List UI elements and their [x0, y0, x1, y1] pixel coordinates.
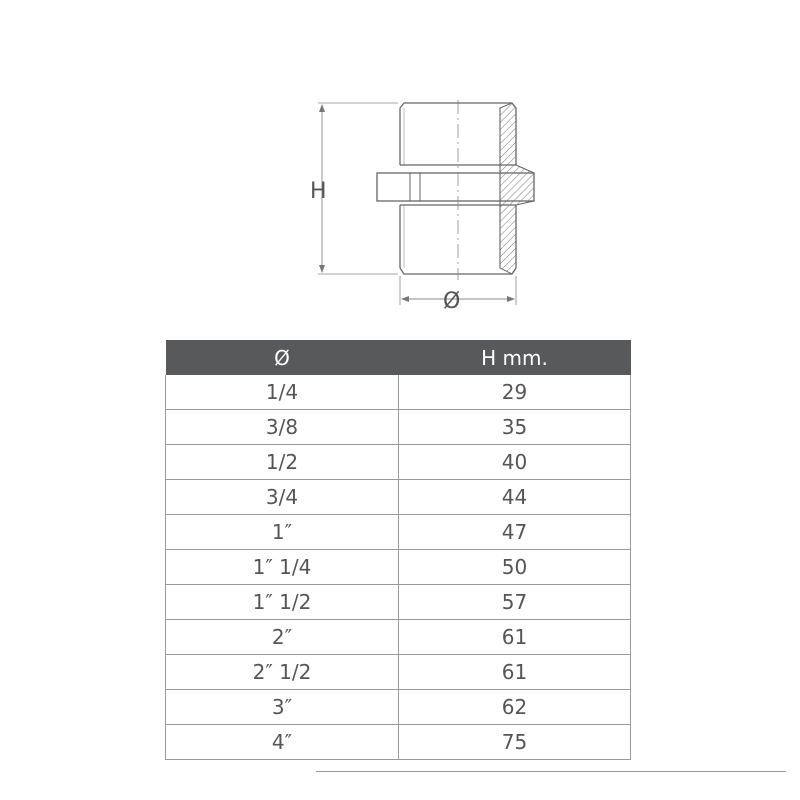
table-row [166, 515, 631, 550]
table-row [166, 655, 631, 690]
cell-height: 75 [399, 725, 631, 760]
height-label: H [310, 179, 327, 204]
cell-diameter: 2″ [166, 620, 399, 655]
header-diameter: Ø [166, 340, 399, 375]
cell-diameter: 3/8 [166, 410, 399, 445]
cell-height: 61 [399, 620, 631, 655]
cell-diameter: 1″ [166, 515, 399, 550]
cell-height: 47 [399, 515, 631, 550]
size-table [165, 340, 631, 760]
cell-height: 44 [399, 480, 631, 515]
table-row [166, 480, 631, 515]
cell-diameter: 3/4 [166, 480, 399, 515]
table-row [166, 445, 631, 480]
table-row [166, 550, 631, 585]
diameter-label: Ø [443, 289, 461, 314]
cell-height: 50 [399, 550, 631, 585]
nipple-body [377, 100, 534, 280]
table-header-row [166, 340, 631, 375]
cell-diameter: 1″ 1/2 [166, 585, 399, 620]
cell-height: 61 [399, 655, 631, 690]
cell-diameter: 1/4 [166, 375, 399, 410]
table-row [166, 375, 631, 410]
cell-diameter: 1/2 [166, 445, 399, 480]
table-row [166, 585, 631, 620]
table-row [166, 725, 631, 760]
cell-diameter: 2″ 1/2 [166, 655, 399, 690]
cell-height: 29 [399, 375, 631, 410]
divider-line [316, 771, 786, 772]
table-row [166, 690, 631, 725]
table-row [166, 620, 631, 655]
cell-height: 40 [399, 445, 631, 480]
table-row [166, 410, 631, 445]
cell-diameter: 4″ [166, 725, 399, 760]
header-height: H mm. [399, 340, 631, 375]
cell-height: 57 [399, 585, 631, 620]
cell-height: 62 [399, 690, 631, 725]
cell-height: 35 [399, 410, 631, 445]
cell-diameter: 3″ [166, 690, 399, 725]
fitting-drawing [0, 0, 800, 330]
cell-diameter: 1″ 1/4 [166, 550, 399, 585]
